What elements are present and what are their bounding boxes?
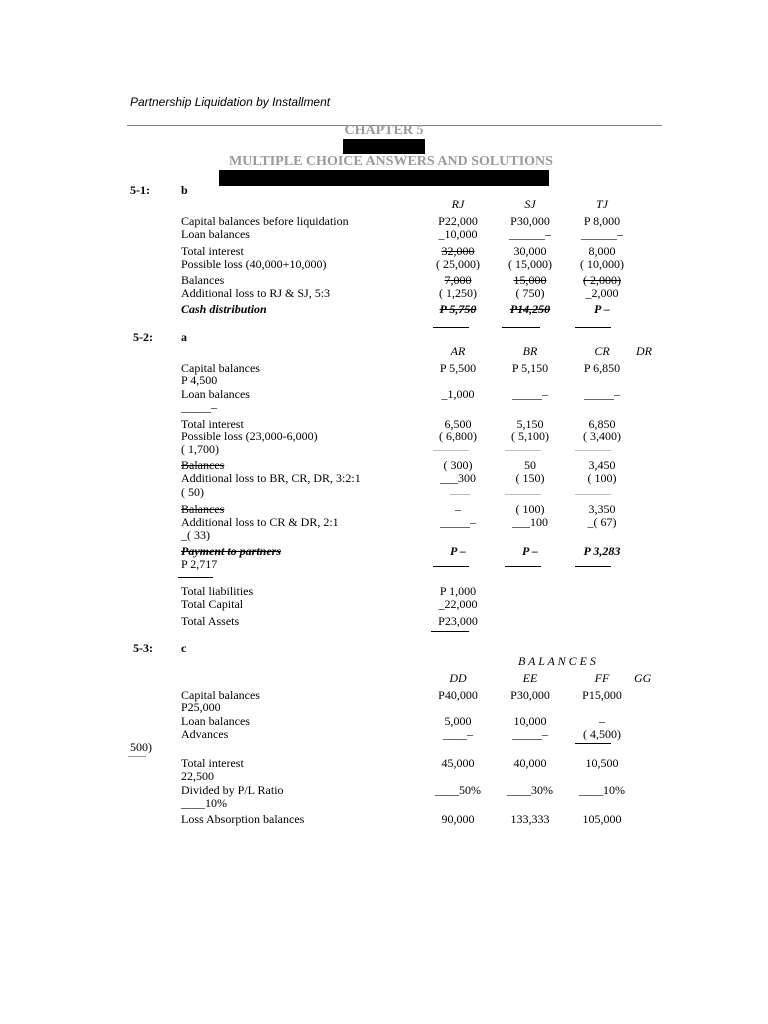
cell-value: ___100	[512, 515, 548, 529]
row-label: Balances	[181, 502, 225, 516]
double-underline	[575, 327, 611, 328]
cell-value: 5,000	[444, 714, 472, 728]
cell-value: ( 2,000)	[583, 273, 621, 287]
cell-value: ( 150)	[515, 471, 545, 485]
wrapped-value: ( 1,700)	[181, 442, 219, 456]
balances-group-header: B A L A N C E S	[518, 654, 596, 668]
cell-value: ______–	[581, 227, 623, 241]
cell-value: P –	[594, 302, 610, 316]
wrapped-value: P 4,500	[181, 373, 218, 387]
problem-number: 5-2:	[133, 330, 153, 344]
underline	[575, 494, 611, 495]
cell-value: P23,000	[438, 614, 478, 628]
cell-value: ( 100)	[587, 471, 617, 485]
cell-value: P40,000	[438, 688, 478, 702]
cell-value: ( 100)	[515, 502, 545, 516]
cell-value: ____30%	[507, 783, 553, 797]
double-underline	[178, 577, 213, 578]
row-label: Loan balances	[181, 387, 250, 401]
cell-value: ( 4,500)	[583, 727, 621, 741]
cell-value: P 5,150	[511, 361, 549, 375]
cell-value: 3,350	[588, 502, 616, 516]
cell-value: _10,000	[438, 227, 478, 241]
cell-value: 32,000	[441, 244, 475, 258]
cell-value: ( 300)	[443, 458, 473, 472]
cell-value: ___300	[440, 471, 476, 485]
problem-number: 5-3:	[133, 641, 153, 655]
problem-answer: b	[181, 183, 188, 197]
cell-value: 15,000	[513, 273, 547, 287]
cell-value: 50	[524, 458, 536, 472]
cell-value: 45,000	[441, 756, 475, 770]
cell-value: 6,500	[444, 417, 472, 431]
underline	[575, 450, 611, 451]
column-header: SJ	[524, 197, 536, 211]
chapter-label: CHAPTER 5	[344, 123, 424, 138]
page-header-title: Partnership Liquidation by Installment	[130, 95, 331, 109]
row-label: Capital balances before liquidation	[181, 214, 349, 228]
row-label: Loan balances	[181, 714, 250, 728]
row-label: Total interest	[181, 756, 244, 770]
cell-value: _2,000	[585, 286, 619, 300]
cell-value: ______–	[509, 227, 551, 241]
cell-value: ( 750)	[515, 286, 545, 300]
cell-value: ____50%	[435, 783, 481, 797]
column-header: GG	[634, 671, 652, 685]
column-header: EE	[522, 671, 538, 685]
cell-value: 7,000	[444, 273, 472, 287]
underline	[450, 494, 470, 495]
column-header: TJ	[596, 197, 608, 211]
cell-value: ( 25,000)	[436, 257, 480, 271]
cell-value: P 5,500	[439, 361, 477, 375]
cell-value: P 3,283	[583, 544, 621, 558]
chapter-subtitle: MULTIPLE CHOICE ANSWERS AND SOLUTIONS	[229, 154, 553, 169]
row-label: Total liabilities	[181, 584, 254, 598]
double-underline	[575, 566, 611, 567]
cell-value: ( 5,100)	[511, 429, 549, 443]
cell-value: _22,000	[438, 597, 478, 611]
row-label: Possible loss (40,000+10,000)	[181, 257, 327, 271]
redaction-bar	[343, 139, 425, 154]
underline	[505, 450, 541, 451]
column-header: DR	[636, 344, 652, 358]
cell-value: P30,000	[510, 214, 550, 228]
row-label: Balances	[181, 273, 225, 287]
cell-value: 10,000	[513, 714, 547, 728]
stray-text: 500)	[130, 740, 152, 754]
row-label: Additional loss to RJ & SJ, 5:3	[181, 286, 331, 300]
row-label: Payment to partners	[181, 544, 282, 558]
cell-value: ( 1,250)	[439, 286, 477, 300]
cell-value: 133,333	[510, 812, 550, 826]
row-label: Capital balances	[181, 688, 260, 702]
double-underline	[433, 327, 469, 328]
cell-value: P14,250	[509, 302, 551, 316]
cell-value: 5,150	[516, 417, 544, 431]
cell-value: P 1,000	[439, 584, 477, 598]
wrapped-value: _( 33)	[181, 528, 210, 542]
row-label: Capital balances	[181, 361, 260, 375]
column-header: DD	[449, 671, 467, 685]
double-underline	[431, 631, 469, 632]
row-label: Advances	[181, 727, 229, 741]
cell-value: P –	[450, 544, 466, 558]
row-label: Additional loss to BR, CR, DR, 3:2:1	[181, 471, 361, 485]
problem-number: 5-1:	[130, 183, 150, 197]
cell-value: ( 3,400)	[583, 429, 621, 443]
double-underline	[433, 566, 469, 567]
underline	[128, 756, 146, 757]
cell-value: –	[599, 714, 605, 728]
wrapped-value: ____10%	[181, 796, 227, 810]
wrapped-value: ( 50)	[181, 485, 204, 499]
cell-value: P –	[522, 544, 538, 558]
column-header: AR	[450, 344, 466, 358]
cell-value: 30,000	[513, 244, 547, 258]
row-label: Total Capital	[181, 597, 244, 611]
wrapped-value: _____–	[181, 400, 217, 414]
wrapped-value: P25,000	[181, 700, 221, 714]
underline	[433, 450, 469, 451]
cell-value: 105,000	[582, 812, 622, 826]
cell-value: _____–	[584, 387, 620, 401]
cell-value: P15,000	[582, 688, 622, 702]
cell-value: _( 67)	[587, 515, 617, 529]
cell-value: _____–	[512, 387, 548, 401]
cell-value: 90,000	[441, 812, 475, 826]
cell-value: P30,000	[510, 688, 550, 702]
redaction-bar	[219, 170, 549, 186]
column-header: RJ	[451, 197, 465, 211]
wrapped-value: P 2,717	[181, 557, 218, 571]
row-label: Loss Absorption balances	[181, 812, 305, 826]
row-label: Balances	[181, 458, 225, 472]
cell-value: 10,500	[585, 756, 619, 770]
underline	[575, 743, 611, 744]
cell-value: 8,000	[588, 244, 616, 258]
column-header: BR	[522, 344, 538, 358]
double-underline	[502, 327, 540, 328]
row-label: Total Assets	[181, 614, 240, 628]
cell-value: ( 15,000)	[508, 257, 552, 271]
row-label: Additional loss to CR & DR, 2:1	[181, 515, 339, 529]
cell-value: P22,000	[438, 214, 478, 228]
cell-value: ____–	[443, 727, 473, 741]
cell-value: _____–	[440, 515, 476, 529]
column-header: FF	[594, 671, 610, 685]
problem-answer: c	[181, 641, 187, 655]
row-label: Total interest	[181, 417, 244, 431]
cell-value: 40,000	[513, 756, 547, 770]
row-label: Loan balances	[181, 227, 250, 241]
cell-value: ( 10,000)	[580, 257, 624, 271]
cell-value: ____10%	[579, 783, 625, 797]
cell-value: 3,450	[588, 458, 616, 472]
cell-value: P 6,850	[583, 361, 621, 375]
row-label: Cash distribution	[181, 302, 267, 316]
underline	[505, 494, 541, 495]
row-label: Divided by P/L Ratio	[181, 783, 284, 797]
cell-value: _1,000	[441, 387, 475, 401]
cell-value: –	[455, 502, 461, 516]
column-header: CR	[594, 344, 610, 358]
row-label: Possible loss (23,000-6,000)	[181, 429, 318, 443]
cell-value: _____–	[512, 727, 548, 741]
cell-value: 6,850	[588, 417, 616, 431]
double-underline	[505, 566, 541, 567]
wrapped-value: 22,500	[181, 769, 214, 783]
cell-value: P 8,000	[583, 214, 621, 228]
cell-value: P 5,750	[439, 302, 477, 316]
problem-answer: a	[181, 330, 187, 344]
cell-value: ( 6,800)	[439, 429, 477, 443]
row-label: Total interest	[181, 244, 244, 258]
